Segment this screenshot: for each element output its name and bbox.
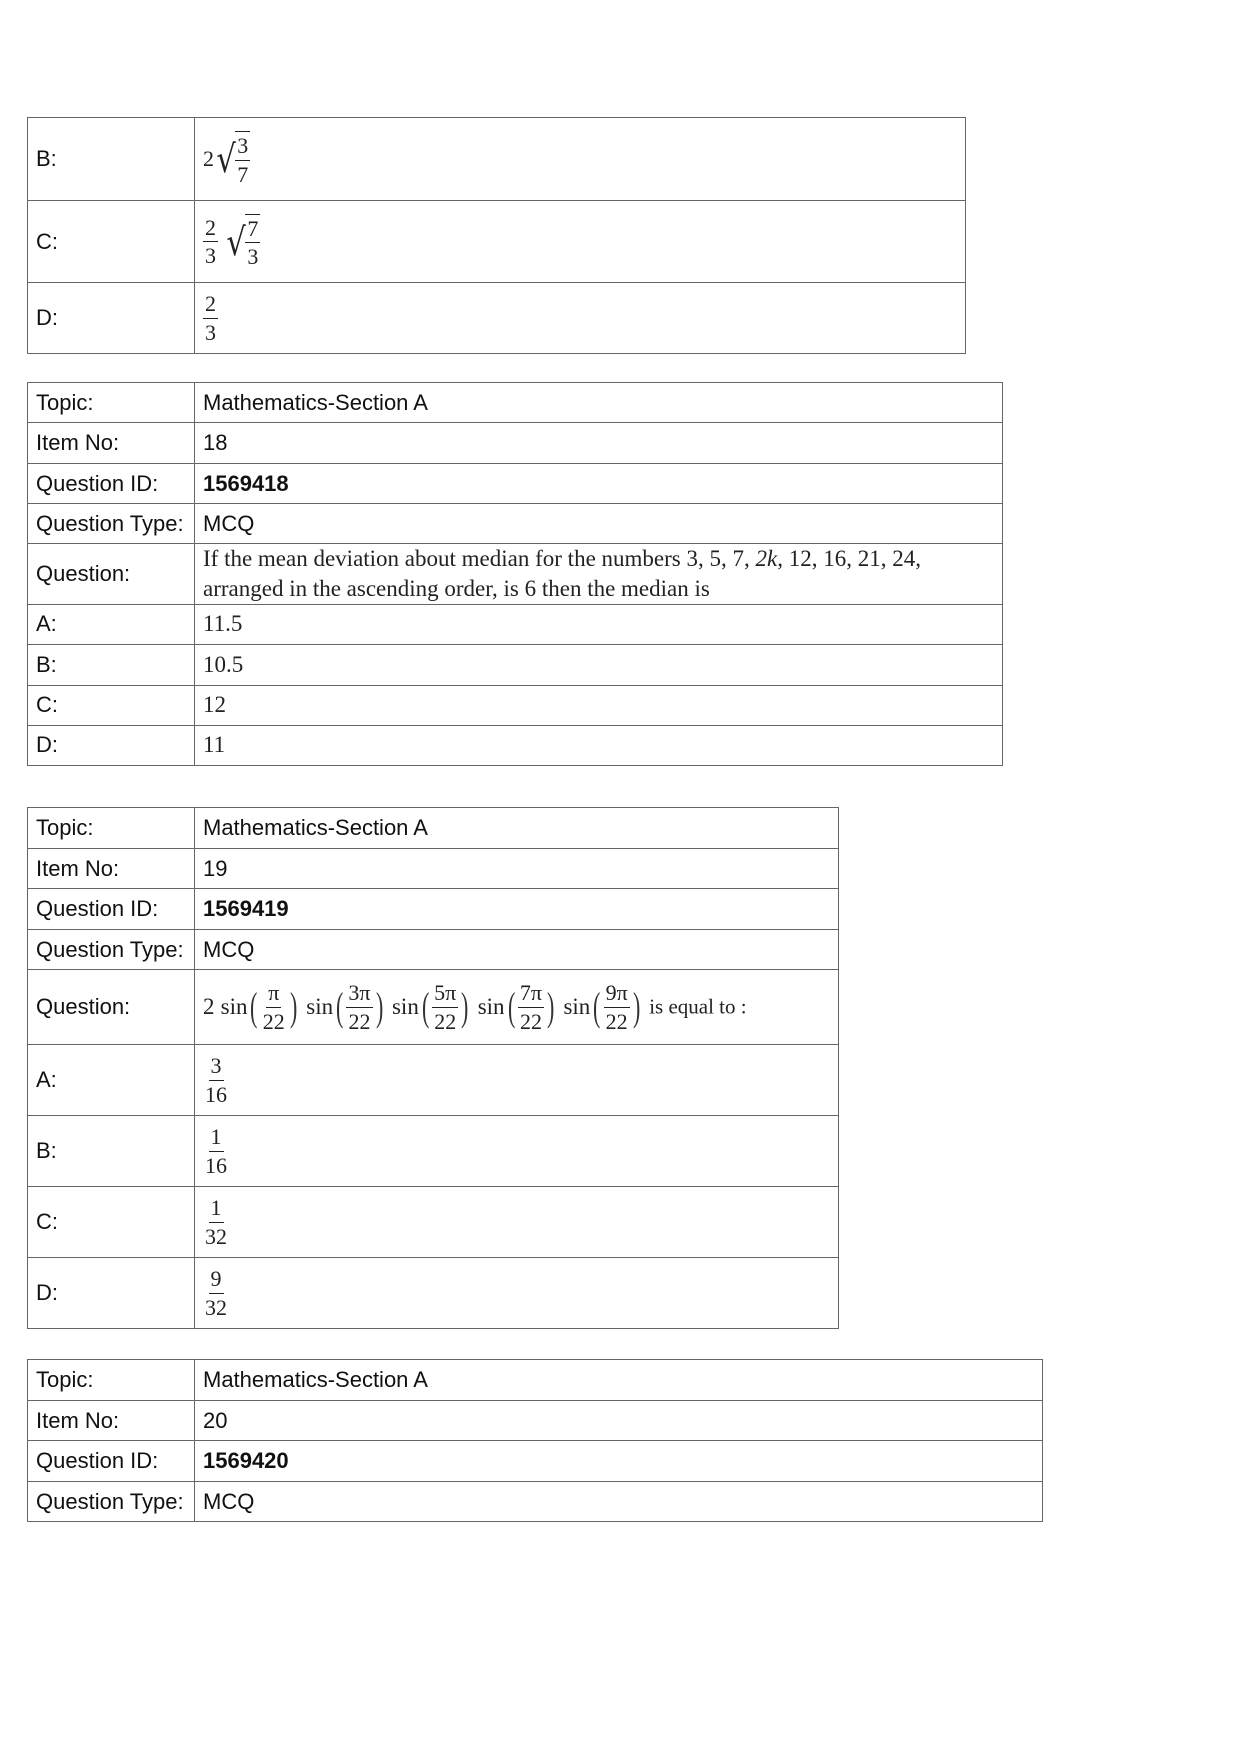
option-row-a xyxy=(28,604,1003,644)
option-row-a xyxy=(28,1045,839,1116)
option-label-a: A: xyxy=(28,604,195,644)
question-id-row xyxy=(28,464,1003,504)
topic-label: Topic: xyxy=(28,1360,195,1401)
item-no-value: 18 xyxy=(195,423,1003,464)
option-label-a: A: xyxy=(28,1045,195,1116)
question-table-19 xyxy=(27,807,839,1329)
option-value-b: $\frac{1}{16}$ xyxy=(195,1116,839,1187)
option-label-d: D: xyxy=(28,725,195,765)
question-type-label: Question Type: xyxy=(28,930,195,970)
question-table-20 xyxy=(27,1359,1043,1522)
topic-value: Mathematics-Section A xyxy=(195,808,839,849)
option-value-b: 2 √ $\frac{3}{7}$ xyxy=(195,118,966,201)
topic-value: Mathematics-Section A xyxy=(195,1360,1043,1401)
question-type-row xyxy=(28,930,839,970)
question-id-value: 1569418 xyxy=(195,464,1003,504)
option-value-a: $\frac{3}{16}$ xyxy=(195,1045,839,1116)
question-table-18 xyxy=(27,382,1003,766)
option-value-c: $\frac{1}{32}$ xyxy=(195,1187,839,1258)
question-row xyxy=(28,970,839,1045)
question-label: Question: xyxy=(28,544,195,605)
item-no-row xyxy=(28,423,1003,464)
topic-label: Topic: xyxy=(28,383,195,423)
item-no-label: Item No: xyxy=(28,423,195,464)
question-label: Question: xyxy=(28,970,195,1045)
sqrt-expression: √ $\frac{3}{7}$ xyxy=(216,133,249,187)
question-id-value: 1569419 xyxy=(195,889,839,930)
question-type-row xyxy=(28,504,1003,544)
question-id-label: Question ID: xyxy=(28,464,195,504)
item-no-row xyxy=(28,1401,1043,1441)
option-label-d: D: xyxy=(28,283,195,354)
option-row-b xyxy=(28,1116,839,1187)
question-type-label: Question Type: xyxy=(28,1482,195,1522)
item-no-label: Item No: xyxy=(28,849,195,889)
option-value-d: $\frac{9}{32}$ xyxy=(195,1258,839,1329)
option-row-c xyxy=(28,1187,839,1258)
option-row-b xyxy=(28,118,966,201)
topic-value: Mathematics-Section A xyxy=(195,383,1003,423)
option-value-d: 11 xyxy=(195,725,1003,765)
topic-row xyxy=(28,1360,1043,1401)
question-type-value: MCQ xyxy=(195,930,839,970)
item-no-value: 19 xyxy=(195,849,839,889)
question-type-label: Question Type: xyxy=(28,504,195,544)
item-no-row xyxy=(28,849,839,889)
sqrt-expression: √ $\frac{7}{3}$ xyxy=(226,215,259,269)
option-label-d: D: xyxy=(28,1258,195,1329)
question-text: If the mean deviation about median for the numbers 3, 5, 7, 2k, 12, 16, 21, 24, arranged in the ascending order, is 6 then the median is xyxy=(195,544,1003,605)
option-label-b: B: xyxy=(28,644,195,685)
option-value-b: 10.5 xyxy=(195,644,1003,685)
question-id-value: 1569420 xyxy=(195,1441,1043,1482)
option-label-c: C: xyxy=(28,201,195,283)
topic-label: Topic: xyxy=(28,808,195,849)
option-value-d xyxy=(195,283,966,354)
question-row xyxy=(28,544,1003,605)
option-label-c: C: xyxy=(28,1187,195,1258)
option-value-c xyxy=(195,201,966,283)
option-label-c: C: xyxy=(28,685,195,725)
question-type-row xyxy=(28,1482,1043,1522)
topic-row xyxy=(28,383,1003,423)
question-id-row xyxy=(28,889,839,930)
option-value-c: 12 xyxy=(195,685,1003,725)
item-no-value: 20 xyxy=(195,1401,1043,1441)
options-table-prev xyxy=(27,117,966,354)
option-label-b: B: xyxy=(28,1116,195,1187)
question-id-label: Question ID: xyxy=(28,1441,195,1482)
question-expression: 2 sin( $\frac{\pi}{22}$ ) sin( $\frac{3\pi}{22}$ ) sin( $\frac{5\pi}{22}$ ) sin( $\frac{7\pi}{22}$ ) sin( $\frac{9\pi}{22}$ ) is equal to : xyxy=(195,970,839,1045)
option-value-a: 11.5 xyxy=(195,604,1003,644)
option-row-d xyxy=(28,1258,839,1329)
topic-row xyxy=(28,808,839,849)
option-row-b xyxy=(28,644,1003,685)
question-type-value: MCQ xyxy=(195,1482,1043,1522)
question-id-label: Question ID: xyxy=(28,889,195,930)
option-row-c xyxy=(28,685,1003,725)
option-row-d xyxy=(28,283,966,354)
item-no-label: Item No: xyxy=(28,1401,195,1441)
question-type-value: MCQ xyxy=(195,504,1003,544)
option-row-c xyxy=(28,201,966,283)
question-id-row xyxy=(28,1441,1043,1482)
fraction: $\frac{2}{3}$ xyxy=(205,214,216,268)
option-row-d xyxy=(28,725,1003,765)
fraction: $\frac{2}{3}$ xyxy=(205,291,216,345)
option-label-b: B: xyxy=(28,118,195,201)
